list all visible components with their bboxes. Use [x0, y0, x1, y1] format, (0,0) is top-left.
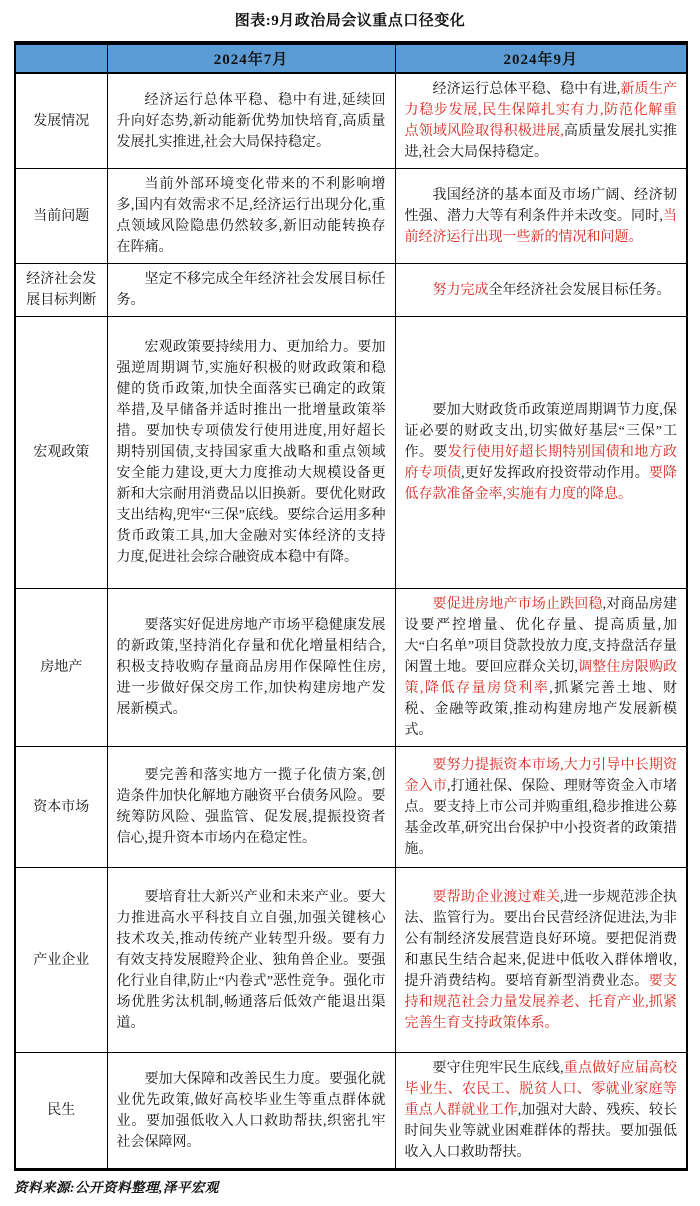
- source-note: 资料来源:公开资料整理,泽平宏观: [14, 1180, 219, 1195]
- body-text: 要加大保障和改善民生力度。要强化就业优先政策,做好高校毕业生等重点群体就业。要加强低收入人口救助帮扶,织密扎牢社会保障网。: [116, 1071, 386, 1150]
- september-cell: [395, 589, 687, 747]
- row-label: 资本市场: [15, 747, 107, 868]
- page-title: 图表:9月政治局会议重点口径变化: [234, 13, 466, 29]
- highlighted-text: 要帮助企业渡过难关: [432, 889, 561, 905]
- header-row: [15, 43, 687, 73]
- body-text: ,进一步规范涉企执法、监管行为。要出台民营经济促进法,为非公有制经济发展营造良好环境。要把促消费和惠民生结合起来,促进中低收入群体增收,提升消费结构。要培育新型消费业态。: [404, 889, 678, 989]
- table-row-industry-enterprise: [15, 868, 687, 1053]
- body-text: 要完善和落实地方一揽子化债方案,创造条件加快化解地方融资平台债务风险。要统筹防风险、强监管、促发展,提振投资者信心,提升资本市场内在稳定性。: [116, 768, 386, 846]
- september-cell: [395, 1053, 687, 1170]
- row-label: 民生: [15, 1053, 107, 1170]
- july-cell: [107, 1053, 395, 1170]
- body-text: 全年经济社会发展目标任务。: [488, 282, 671, 298]
- row-label: 宏观政策: [15, 317, 107, 589]
- column-header-july: 2024年7月: [107, 43, 395, 73]
- body-text: 高质量发展扎实推进,社会大局保持稳定。: [404, 124, 678, 160]
- row-label: 产业企业: [15, 868, 107, 1053]
- september-cell: [395, 73, 687, 169]
- july-cell: [107, 73, 395, 169]
- row-label: 经济社会发展目标判断: [15, 264, 107, 317]
- row-label: 房地产: [15, 589, 107, 747]
- row-label: 当前问题: [15, 169, 107, 264]
- highlighted-text: 当前经济运行出现一些新的情况和问题。: [404, 208, 678, 245]
- table-row-real-estate: [15, 589, 687, 747]
- body-text: 要守住兜牢民生底线,: [432, 1061, 564, 1076]
- july-cell: [107, 747, 395, 868]
- july-cell: [107, 264, 395, 317]
- table-row-goal-judgment: [15, 264, 687, 317]
- body-text: 坚定不移完成全年经济社会发展目标任务。: [116, 272, 386, 308]
- column-header-september: 2024年9月: [395, 43, 687, 73]
- table-row-current-problems: [15, 169, 687, 264]
- july-cell: [107, 589, 395, 747]
- body-text: ,打通社保、保险、理财等资金入市堵点。要支持上市公司并购重组,稳步推进公募基金改革,研究出台保护中小投资者的政策措施。: [404, 778, 678, 857]
- body-text: ,加强对大龄、残疾、较长时间失业等就业困难群体的帮扶。要加强低收入人口救助帮扶。: [404, 1103, 678, 1160]
- highlighted-text: 重点做好应届高校毕业生、农民工、脱贫人口、零就业家庭等重点人群就业工作: [404, 1061, 678, 1118]
- comparison-table: [14, 41, 688, 1171]
- table-row-macro-policy: [15, 317, 687, 589]
- highlighted-text: 要努力提振资本市场,大力引导中长期资金入市: [404, 757, 677, 794]
- highlighted-text: 要促进房地产市场止跌回稳: [432, 597, 603, 612]
- row-label: 发展情况: [15, 73, 107, 169]
- september-cell: [395, 747, 687, 868]
- highlighted-text: 努力完成: [432, 282, 489, 298]
- table-row-capital-market: [15, 747, 687, 868]
- table-row-development: [15, 73, 687, 169]
- body-text: 要加大财政货币政策逆周期调节力度,保证必要的财政支出,切实做好基层“三保”工作。要: [404, 403, 677, 460]
- body-text: 经济运行总体平稳、稳中有进,延续回升向好态势,新动能新优势加快培育,高质量发展扎实推进,社会大局保持稳定。: [116, 92, 386, 150]
- body-text: 经济运行总体平稳、稳中有进,: [432, 82, 621, 97]
- september-cell: [395, 169, 687, 264]
- body-text: 要培育壮大新兴产业和未来产业。要大力推进高水平科技自立自强,加强关键核心技术攻关,推动传统产业转型升级。要有力有效支持发展瞪羚企业、独角兽企业。要强化行业自律,防止“内卷式”恶性竞争。强化市场优胜劣汰机制,畅通落后低效产能退出渠道。: [116, 889, 386, 1031]
- body-text: 当前外部环境变化带来的不利影响增多,国内有效需求不足,经济运行出现分化,重点领域风险隐患仍然较多,新旧动能转换存在阵痛。: [116, 177, 386, 255]
- september-cell: [395, 317, 687, 589]
- body-text: 宏观政策要持续用力、更加给力。要加强逆周期调节,实施好积极的财政政策和稳健的货币政策,加快全面落实已确定的政策举措,及早储备并适时推出一批增量政策举措。要加快专项债发行使用进度,用好超长期特别国债,支持国家重大战略和重点领域安全能力建设,更大力度推动大规模设备更新和大宗耐用消费品以旧换新。要优化财政支出结构,兜牢“三保”底线。要综合运用多种货币政策工具,加大金融对实体经济的支持力度,促进社会综合融资成本稳中有降。: [116, 340, 386, 565]
- highlighted-text: 新质生产力稳步发展,民生保障扎实有力,防范化解重点领域风险取得积极进展,: [404, 82, 678, 139]
- september-cell: [395, 264, 687, 317]
- highlighted-text: 发行使用好超长期特别国债和地方政府专项债: [404, 445, 678, 481]
- body-text: ,抓紧完善土地、财税、金融等政策,推动构建房地产发展新模式。: [404, 681, 678, 738]
- table-row-livelihood: [15, 1053, 687, 1170]
- highlighted-text: 要降低存款准备金率,实施有力度的降息。: [404, 466, 678, 502]
- highlighted-text: 要支持和规范社会力量发展养老、托育产业,抓紧完善生育支持政策体系。: [404, 973, 678, 1031]
- body-text: 我国经济的基本面及市场广阔、经济韧性强、潜力大等有利条件并未改变。同时,: [404, 187, 677, 224]
- july-cell: [107, 169, 395, 264]
- highlighted-text: 调整住房限购政策,降低存量房贷利率: [404, 660, 678, 696]
- body-text: ,对商品房建设要严控增量、优化存量、提高质量,加大“白名单”项目贷款投放力度,支持盘活存量闲置土地。要回应群众关切,: [404, 597, 678, 675]
- body-text: 要落实好促进房地产市场平稳健康发展的新政策,坚持消化存量和优化增量相结合,积极支持收购存量商品房用作保障性住房,进一步做好保交房工作,加快构建房地产发展新模式。: [116, 618, 386, 717]
- body-text: ,更好发挥政府投资带动作用。: [461, 466, 649, 481]
- july-cell: [107, 317, 395, 589]
- column-header-empty: [15, 43, 107, 73]
- september-cell: [395, 868, 687, 1053]
- july-cell: [107, 868, 395, 1053]
